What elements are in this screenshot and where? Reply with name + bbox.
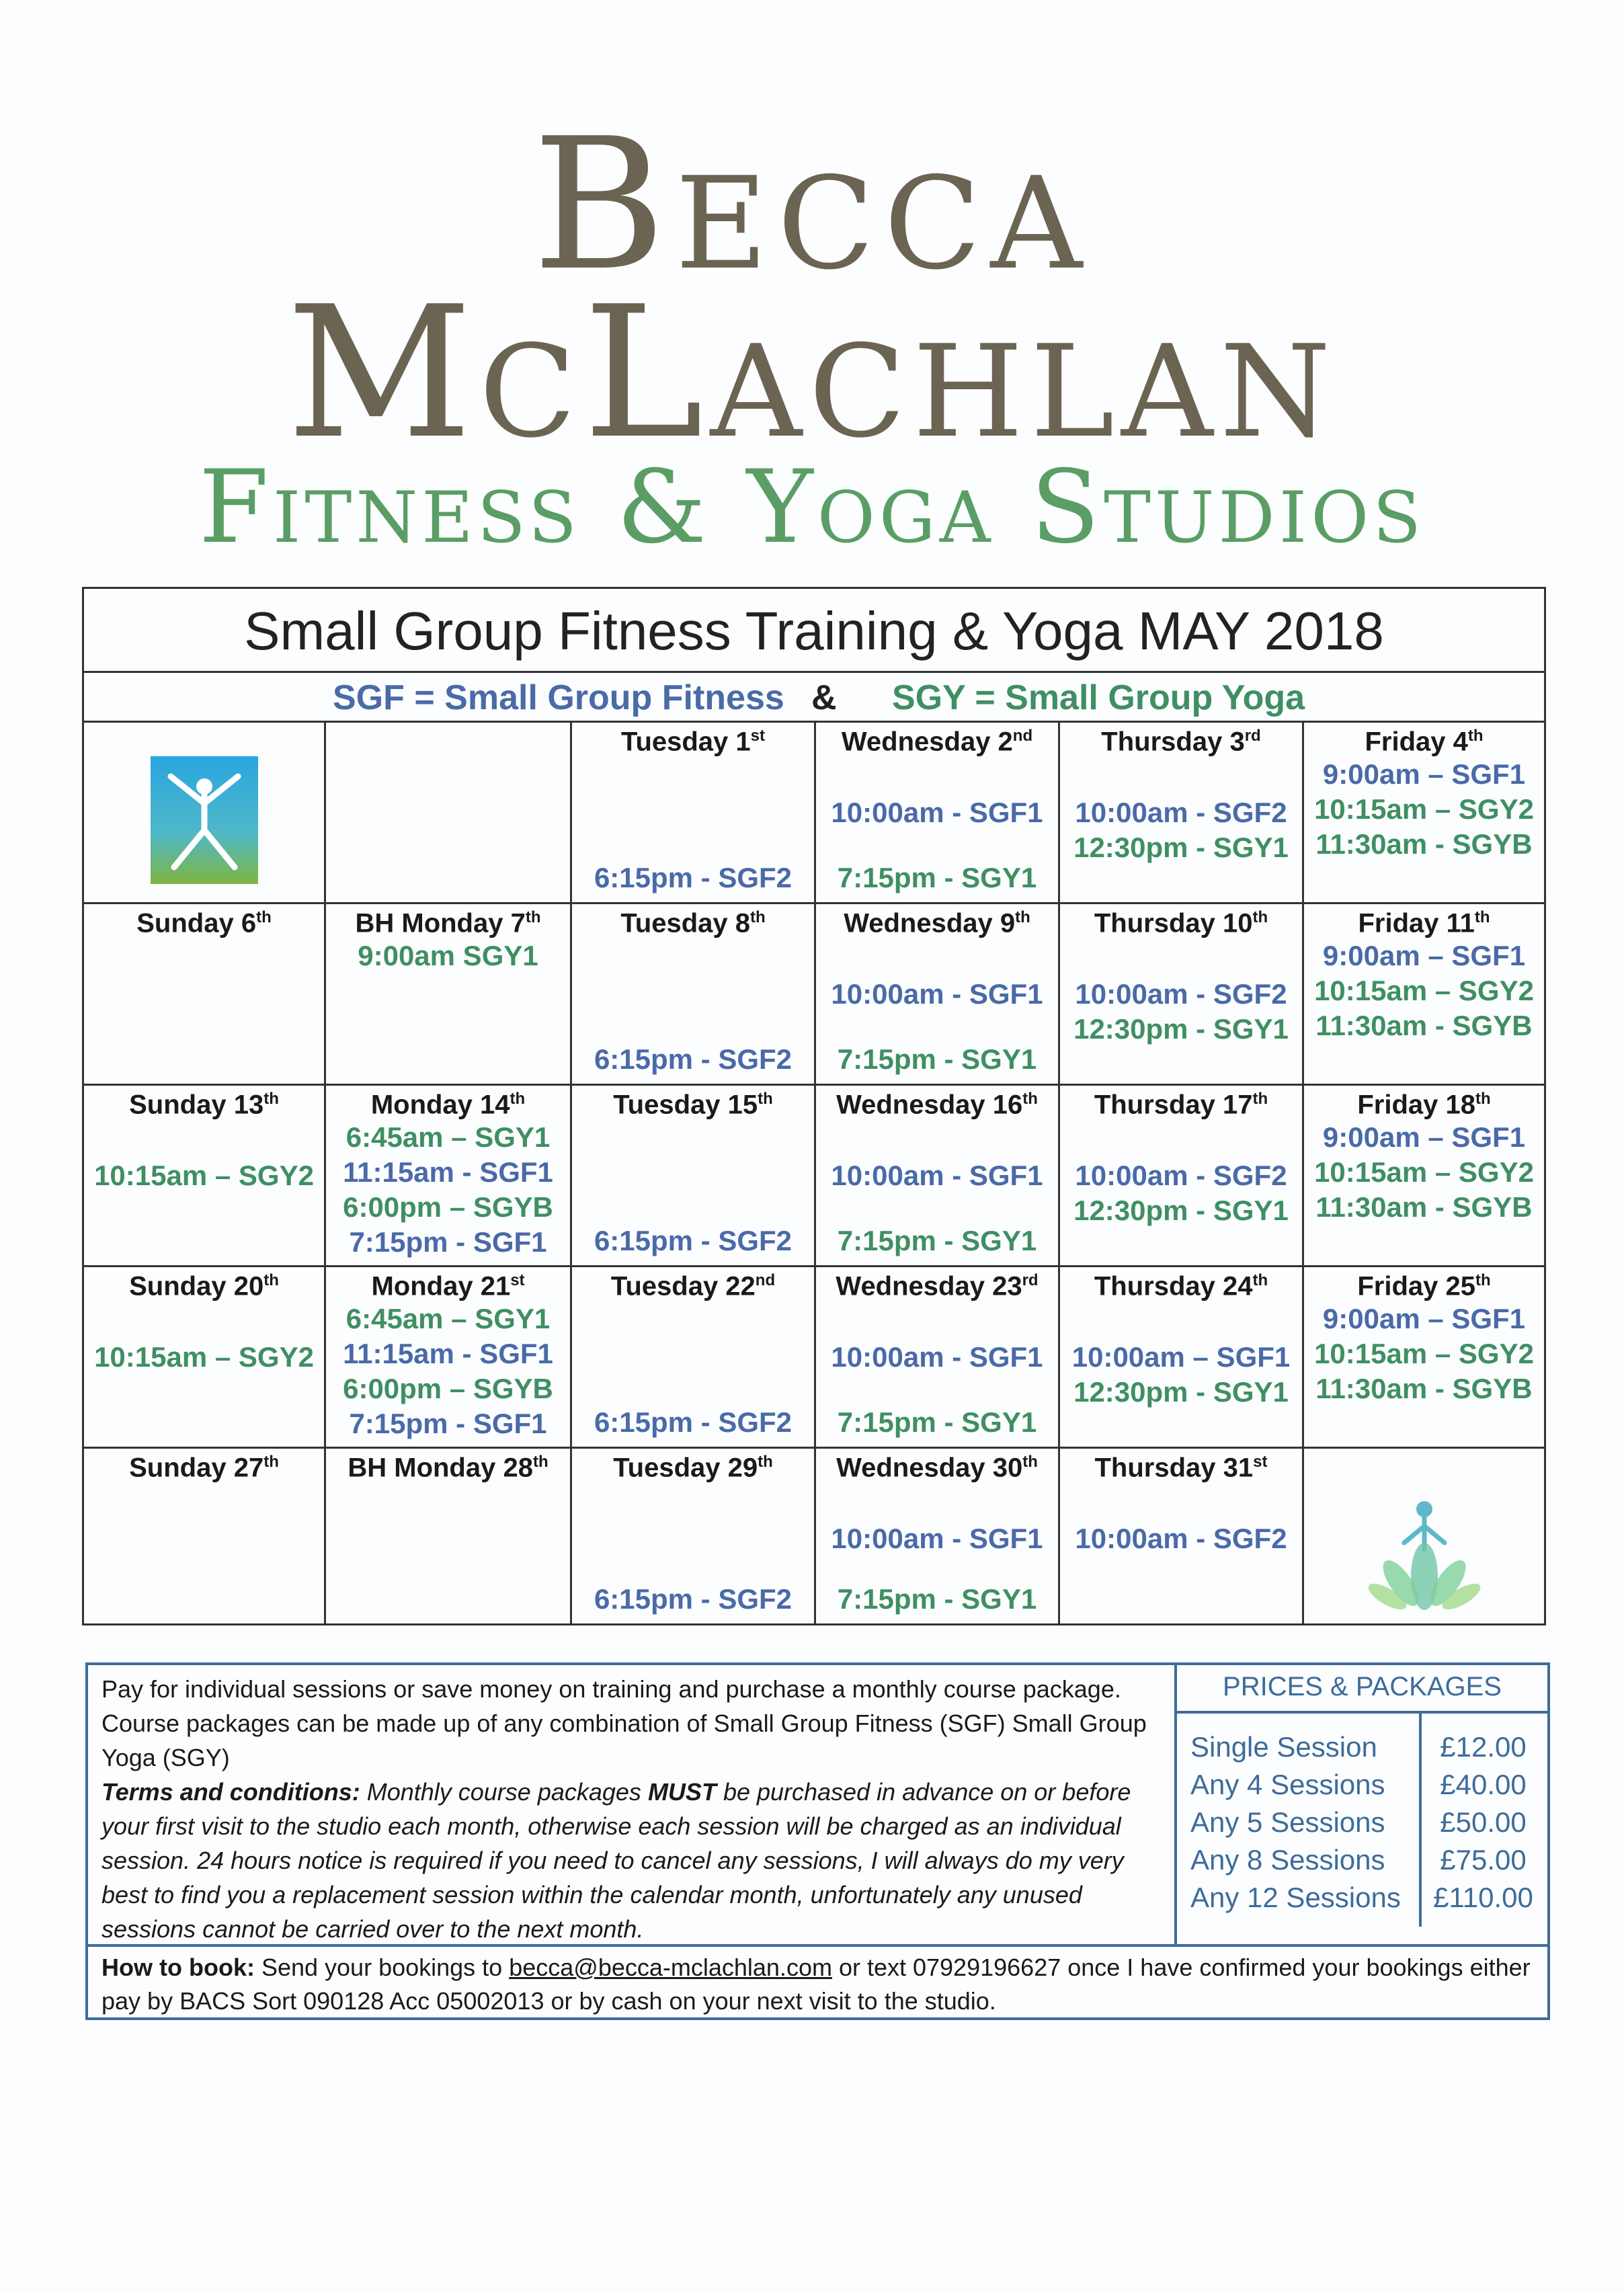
calendar-cell bbox=[816, 1449, 1060, 1623]
calendar-cell bbox=[1060, 1449, 1304, 1623]
session-item: 10:15am – SGY2 bbox=[1314, 1156, 1534, 1189]
session-item: 6:15pm - SGF2 bbox=[594, 1043, 793, 1075]
calendar-cell bbox=[1060, 1267, 1304, 1449]
session-group bbox=[1060, 1158, 1302, 1228]
price-list bbox=[1177, 1731, 1547, 1944]
session-group bbox=[84, 1340, 324, 1375]
star-jump-logo bbox=[137, 750, 272, 891]
price-row bbox=[1177, 1882, 1547, 1919]
price-row bbox=[1177, 1844, 1547, 1882]
howto-text-b: or text 07929196627 once I have confirmed your bookings either pay by BACS Sort 090128 Acc 05002013 or by cash on your next visit to the studio. bbox=[102, 1954, 1531, 2015]
session-item: 10:00am - SGF2 bbox=[1075, 797, 1287, 828]
price-row bbox=[1177, 1769, 1547, 1806]
session-item: 7:15pm - SGY1 bbox=[837, 862, 1037, 893]
day-label: Wednesday 23rd bbox=[836, 1271, 1039, 1301]
session-item: 11:30am - SGYB bbox=[1315, 1191, 1533, 1223]
day-label: Thursday 3rd bbox=[1101, 727, 1261, 757]
day-label: Monday 21st bbox=[371, 1271, 525, 1301]
terms-text bbox=[102, 1775, 1161, 1946]
terms-label: Terms and conditions: bbox=[102, 1778, 360, 1806]
session-item: 9:00am – SGF1 bbox=[1322, 1121, 1526, 1154]
day-label: Sunday 27th bbox=[129, 1453, 279, 1483]
day-label: Tuesday 29th bbox=[613, 1453, 773, 1483]
day-label: Thursday 17th bbox=[1094, 1090, 1268, 1120]
prices-title: PRICES & PACKAGES bbox=[1177, 1665, 1547, 1714]
day-label: Tuesday 22nd bbox=[610, 1271, 776, 1301]
day-label: Monday 14th bbox=[370, 1090, 526, 1120]
day-label: Friday 25th bbox=[1357, 1271, 1491, 1301]
day-label: Tuesday 15th bbox=[613, 1090, 773, 1120]
session-item: 6:45am – SGY1 bbox=[346, 1303, 551, 1335]
session-item: 9:00am – SGF1 bbox=[1322, 940, 1526, 972]
calendar-cell bbox=[1304, 1086, 1544, 1267]
session-group bbox=[816, 1582, 1058, 1617]
session-item: 7:15pm - SGY1 bbox=[837, 1583, 1037, 1615]
session-item: 10:15am – SGY2 bbox=[1314, 975, 1534, 1007]
day-label: Sunday 6th bbox=[136, 908, 272, 938]
schedule-title: Small Group Fitness Training & Yoga MAY 2018 bbox=[84, 589, 1544, 673]
session-group bbox=[816, 1521, 1058, 1556]
day-label: Thursday 24th bbox=[1094, 1271, 1268, 1301]
session-item: 6:00pm – SGYB bbox=[343, 1373, 553, 1405]
session-item: 10:15am – SGY2 bbox=[94, 1341, 314, 1373]
session-item: 12:30pm - SGY1 bbox=[1073, 1013, 1289, 1045]
session-group bbox=[1060, 795, 1302, 865]
price-divider bbox=[1419, 1714, 1422, 1927]
session-item: 10:00am - SGF1 bbox=[831, 1341, 1043, 1373]
calendar-cell bbox=[326, 1449, 572, 1623]
session-item: 10:15am – SGY2 bbox=[1314, 1338, 1534, 1370]
calendar-cell bbox=[816, 904, 1060, 1086]
calendar-cell bbox=[1304, 1267, 1544, 1449]
calendar-cell bbox=[84, 1086, 326, 1267]
session-item: 10:00am - SGF1 bbox=[831, 978, 1043, 1010]
brand-tagline: Fitness & Yoga Studios bbox=[198, 449, 1426, 566]
session-item: 10:15am – SGY2 bbox=[94, 1160, 314, 1191]
session-group bbox=[572, 1042, 814, 1077]
session-group bbox=[572, 1582, 814, 1617]
howto-label: How to book: bbox=[102, 1954, 255, 1981]
calendar-cell bbox=[326, 723, 572, 904]
session-item: 7:15pm - SGY1 bbox=[837, 1043, 1037, 1075]
day-label: Thursday 31st bbox=[1094, 1453, 1268, 1483]
session-group bbox=[816, 1405, 1058, 1440]
day-label: Friday 11th bbox=[1358, 908, 1490, 938]
session-item: 10:00am - SGF1 bbox=[831, 1523, 1043, 1554]
calendar-cell bbox=[326, 1267, 572, 1449]
session-group bbox=[1060, 1340, 1302, 1410]
day-label: Sunday 20th bbox=[129, 1271, 279, 1301]
session-item: 12:30pm - SGY1 bbox=[1073, 1195, 1289, 1226]
price-value: £75.00 bbox=[1440, 1844, 1527, 1876]
schedule-legend bbox=[84, 673, 1544, 723]
legend-sgf: SGF = Small Group Fitness bbox=[333, 678, 784, 717]
calendar-cell bbox=[1060, 723, 1304, 904]
calendar-cell bbox=[572, 1086, 816, 1267]
session-item: 7:15pm - SGY1 bbox=[837, 1225, 1037, 1256]
session-item: 7:15pm - SGY1 bbox=[837, 1406, 1037, 1438]
calendar-cell bbox=[1060, 1086, 1304, 1267]
price-package-name: Single Session bbox=[1190, 1731, 1377, 1763]
day-label: Wednesday 9th bbox=[844, 908, 1030, 938]
session-item: 12:30pm - SGY1 bbox=[1073, 832, 1289, 863]
how-to-book bbox=[88, 1944, 1547, 2020]
calendar-cell bbox=[816, 1086, 1060, 1267]
price-row bbox=[1177, 1731, 1547, 1769]
session-item: 11:30am - SGYB bbox=[1315, 828, 1533, 860]
calendar-cell bbox=[816, 1267, 1060, 1449]
brand-name-line1: Becca bbox=[532, 99, 1092, 311]
price-value: £110.00 bbox=[1433, 1882, 1533, 1913]
calendar-cell bbox=[1060, 904, 1304, 1086]
calendar-cell bbox=[572, 1449, 816, 1623]
session-group bbox=[816, 1042, 1058, 1077]
calendar-cell bbox=[84, 1267, 326, 1449]
day-label: Tuesday 8th bbox=[620, 908, 766, 938]
session-group bbox=[816, 1340, 1058, 1375]
session-item: 10:00am - SGF2 bbox=[1075, 1160, 1287, 1191]
session-item: 10:00am - SGF2 bbox=[1075, 978, 1287, 1010]
prices-panel bbox=[1177, 1665, 1547, 1944]
session-group bbox=[1060, 1521, 1302, 1556]
session-group bbox=[572, 1405, 814, 1440]
session-item: 7:15pm - SGF1 bbox=[349, 1226, 547, 1258]
terms-text-a: Monthly course packages bbox=[360, 1778, 648, 1806]
session-item: 6:00pm – SGYB bbox=[343, 1191, 553, 1223]
day-label: Wednesday 16th bbox=[836, 1090, 1038, 1120]
legend-ampersand: & bbox=[811, 678, 837, 717]
lotus-yoga-logo bbox=[1357, 1476, 1492, 1617]
session-item: 10:00am – SGF1 bbox=[1071, 1341, 1291, 1373]
calendar-cell bbox=[84, 904, 326, 1086]
price-package-name: Any 12 Sessions bbox=[1190, 1882, 1401, 1913]
brand-name-line2: McLachlan bbox=[286, 267, 1338, 479]
session-item: 12:30pm - SGY1 bbox=[1073, 1376, 1289, 1408]
session-item: 10:00am - SGF1 bbox=[831, 797, 1043, 828]
day-label: Wednesday 30th bbox=[836, 1453, 1038, 1483]
price-row bbox=[1177, 1806, 1547, 1844]
session-item: 6:45am – SGY1 bbox=[346, 1121, 551, 1154]
info-box bbox=[85, 1662, 1550, 2020]
session-group bbox=[572, 1223, 814, 1258]
package-info-text: Pay for individual sessions or save money on training and purchase a monthly course package. Course packages can be made up of any combination of Small Group Fitness (SGF) Small Group Yoga (SGY) bbox=[102, 1675, 1147, 1771]
session-item: 6:15pm - SGF2 bbox=[594, 1583, 793, 1615]
session-item: 11:15am - SGF1 bbox=[343, 1156, 553, 1189]
calendar-cell bbox=[1304, 904, 1544, 1086]
session-item: 11:30am - SGYB bbox=[1315, 1373, 1533, 1405]
session-item: 11:30am - SGYB bbox=[1315, 1010, 1533, 1042]
email-link[interactable]: becca@becca-mclachlan.com bbox=[509, 1954, 832, 1981]
day-label: Friday 4th bbox=[1365, 727, 1484, 757]
session-group bbox=[816, 795, 1058, 830]
session-item: 9:00am – SGF1 bbox=[1322, 758, 1526, 791]
session-item: 6:15pm - SGF2 bbox=[594, 1225, 793, 1256]
terms-text-b: be purchased in advance on or before your first visit to the studio each month, otherwise each session will be charged as an individual session. 24 hours notice is required if you need to cancel any sessions, I will always do my very best to find you a replacement session within the calendar month, unfortunately any unused sessions cannot be carried over to the next month. bbox=[102, 1778, 1131, 1943]
legend-sgy: SGY = Small Group Yoga bbox=[892, 678, 1305, 717]
session-group bbox=[816, 860, 1058, 895]
session-group bbox=[816, 1223, 1058, 1258]
session-group bbox=[816, 977, 1058, 1012]
price-value: £50.00 bbox=[1440, 1806, 1527, 1838]
day-label: Wednesday 2nd bbox=[841, 727, 1033, 757]
day-label: Sunday 13th bbox=[129, 1090, 279, 1120]
day-label: Tuesday 1st bbox=[620, 727, 766, 757]
session-group bbox=[816, 1158, 1058, 1193]
day-label: Thursday 10th bbox=[1094, 908, 1268, 938]
session-item: 10:00am - SGF1 bbox=[831, 1160, 1043, 1191]
calendar-cell bbox=[572, 904, 816, 1086]
calendar-cell bbox=[1304, 723, 1544, 904]
calendar-cell bbox=[326, 904, 572, 1086]
session-item: 6:15pm - SGF2 bbox=[594, 1406, 793, 1438]
session-item: 10:15am – SGY2 bbox=[1314, 793, 1534, 826]
session-item: 9:00am SGY1 bbox=[358, 940, 538, 972]
session-group bbox=[572, 860, 814, 895]
price-value: £40.00 bbox=[1440, 1769, 1527, 1800]
calendar-cell bbox=[326, 1086, 572, 1267]
price-package-name: Any 4 Sessions bbox=[1190, 1769, 1385, 1800]
session-item: 7:15pm - SGF1 bbox=[349, 1408, 547, 1440]
calendar-cell bbox=[84, 723, 326, 904]
price-value: £12.00 bbox=[1440, 1731, 1527, 1763]
calendar-cell bbox=[816, 723, 1060, 904]
day-label: BH Monday 28th bbox=[348, 1453, 549, 1483]
terms-must: MUST bbox=[647, 1778, 717, 1806]
day-label: BH Monday 7th bbox=[355, 908, 541, 938]
session-group bbox=[84, 1158, 324, 1193]
terms-panel bbox=[88, 1665, 1177, 1944]
session-item: 10:00am - SGF2 bbox=[1075, 1523, 1287, 1554]
price-package-name: Any 5 Sessions bbox=[1190, 1806, 1385, 1838]
howto-text-a: Send your bookings to bbox=[254, 1954, 510, 1981]
price-package-name: Any 8 Sessions bbox=[1190, 1844, 1385, 1876]
session-item: 11:15am - SGF1 bbox=[343, 1338, 553, 1370]
session-group bbox=[1060, 977, 1302, 1047]
calendar-cell bbox=[84, 1449, 326, 1623]
calendar-cell bbox=[572, 723, 816, 904]
day-label: Friday 18th bbox=[1357, 1090, 1491, 1120]
session-item: 6:15pm - SGF2 bbox=[594, 862, 793, 893]
calendar-grid bbox=[84, 723, 1544, 1623]
calendar-cell bbox=[1304, 1449, 1544, 1623]
calendar-cell bbox=[572, 1267, 816, 1449]
schedule-table bbox=[82, 587, 1546, 1625]
session-item: 9:00am – SGF1 bbox=[1322, 1303, 1526, 1335]
